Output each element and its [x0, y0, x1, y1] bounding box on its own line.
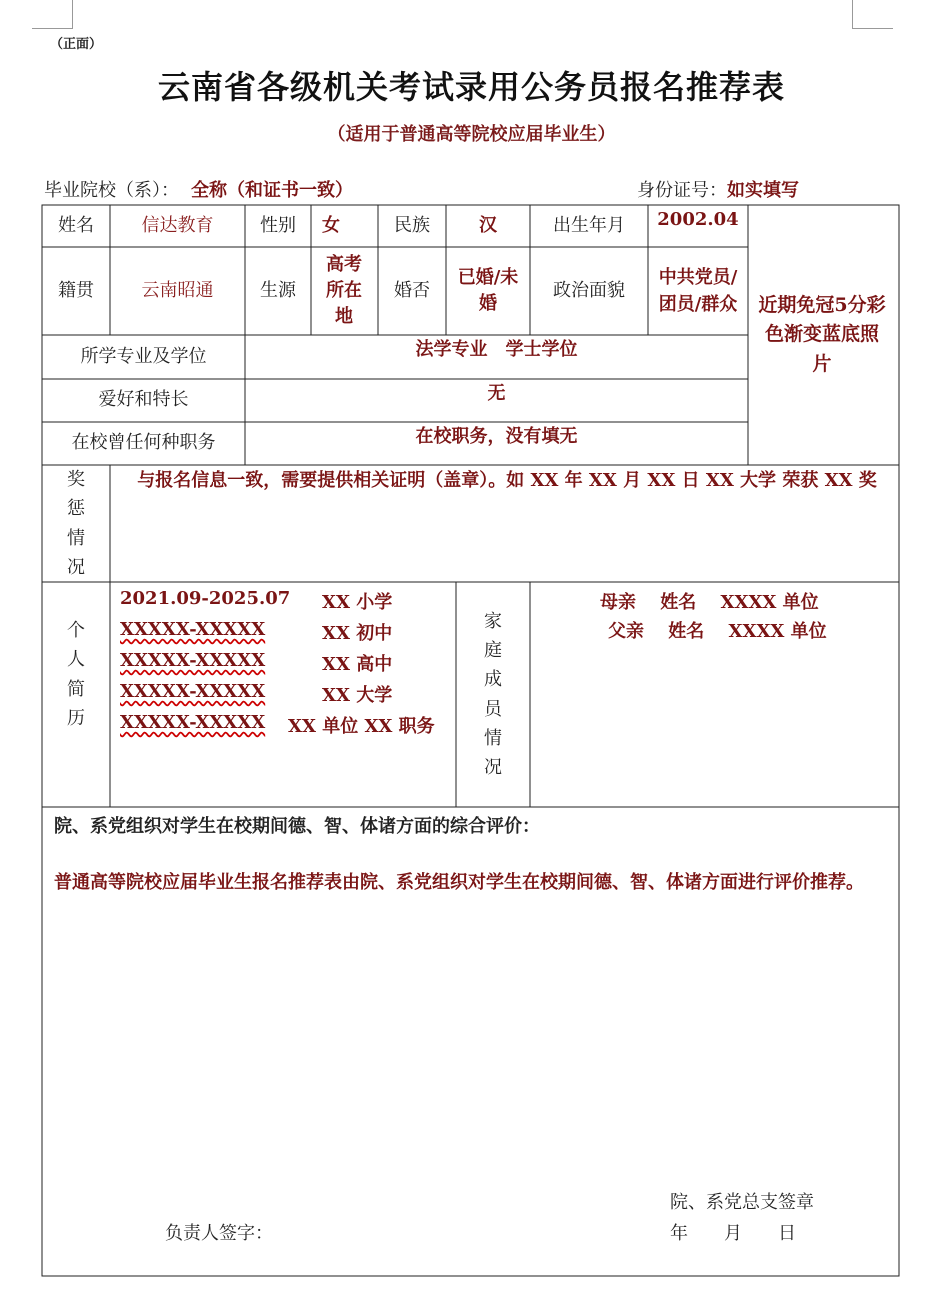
side-label: （正面）	[50, 37, 103, 52]
resume-period-1: 2021.09-2025.07	[120, 588, 291, 609]
awards-label	[42, 465, 110, 582]
ethnic-value: 汉	[479, 214, 497, 236]
name-value: 信达教育	[141, 214, 214, 236]
major-value: 法学专业 学士学位	[415, 338, 578, 360]
name-label: 姓名	[58, 214, 94, 236]
signer-label: 负责人签字：	[165, 1223, 273, 1244]
awards-label-text: 奖惩情况	[67, 469, 85, 578]
resume-period-4: XXXXX-XXXXX	[120, 681, 266, 702]
gender-value: 女	[322, 214, 340, 236]
evaluation-label: 院、系党组织对学生在校期间德、智、体诸方面的综合评价：	[54, 816, 540, 837]
hobby-value: 无	[487, 382, 506, 404]
ethnic-label: 民族	[394, 214, 430, 236]
resume-place-5: XX 单位 XX 职务	[288, 716, 435, 737]
photo-placeholder: 近期免冠5分彩色渐变蓝底照片	[758, 293, 886, 375]
birth-label: 出生年月	[553, 214, 625, 236]
evaluation-value: 普通高等院校应届毕业生报名推荐表由院、系党组织对学生在校期间德、智、体诸方面进行评价推荐。	[54, 872, 864, 893]
id-label: 身份证号：	[637, 180, 727, 201]
gender-label: 性别	[260, 214, 296, 236]
political-label: 政治面貌	[553, 279, 625, 301]
resume-period-5: XXXXX-XXXXX	[120, 712, 266, 733]
id-value: 如实填写	[727, 180, 799, 201]
school-label: 毕业院校（系）：	[44, 180, 179, 201]
resume-place-4: XX 大学	[322, 685, 393, 706]
resume-place-1: XX 小学	[322, 592, 393, 613]
origin-label: 生源	[260, 279, 296, 301]
political-value: 中共党员/团员/群众	[658, 267, 738, 315]
position-value: 在校职务，没有填无	[415, 425, 578, 447]
resume-label-text: 个人简历	[67, 620, 85, 729]
awards-value: 与报名信息一致，需要提供相关证明（盖章）。如 XX 年 XX 月 XX 日 XX 大学 荣获 XX 奖	[137, 470, 877, 491]
date-label: 年 月 日	[670, 1223, 796, 1244]
family-label	[456, 582, 530, 807]
page-title: 云南省各级机关考试录用公务员报名推荐表	[157, 68, 785, 106]
family-label-text: 家庭成员情况	[484, 611, 502, 778]
page-subtitle: （适用于普通高等院校应届毕业生）	[327, 124, 616, 145]
family-mother: 母亲 姓名 XXXX 单位	[600, 592, 819, 613]
family-father: 父亲 姓名 XXXX 单位	[608, 621, 827, 642]
birth-value: 2002.04	[657, 208, 739, 230]
native-label: 籍贯	[58, 279, 94, 301]
origin-value: 高考所在地	[326, 253, 362, 328]
resume-place-3: XX 高中	[322, 654, 393, 675]
resume-period-3: XXXXX-XXXXX	[120, 650, 266, 671]
position-label: 在校曾任何种职务	[71, 432, 216, 454]
major-label: 所学专业及学位	[80, 345, 207, 367]
school-value: 全称（和证书一致）	[191, 180, 353, 201]
hobby-label: 爱好和特长	[98, 389, 189, 411]
resume-label	[42, 582, 110, 807]
marital-label: 婚否	[394, 279, 430, 301]
resume-period-2: XXXXX-XXXXX	[120, 619, 266, 640]
seal-label: 院、系党总支签章	[670, 1192, 814, 1213]
resume-place-2: XX 初中	[322, 623, 393, 644]
marital-value: 已婚/未婚	[457, 266, 519, 314]
native-value: 云南昭通	[141, 279, 214, 301]
